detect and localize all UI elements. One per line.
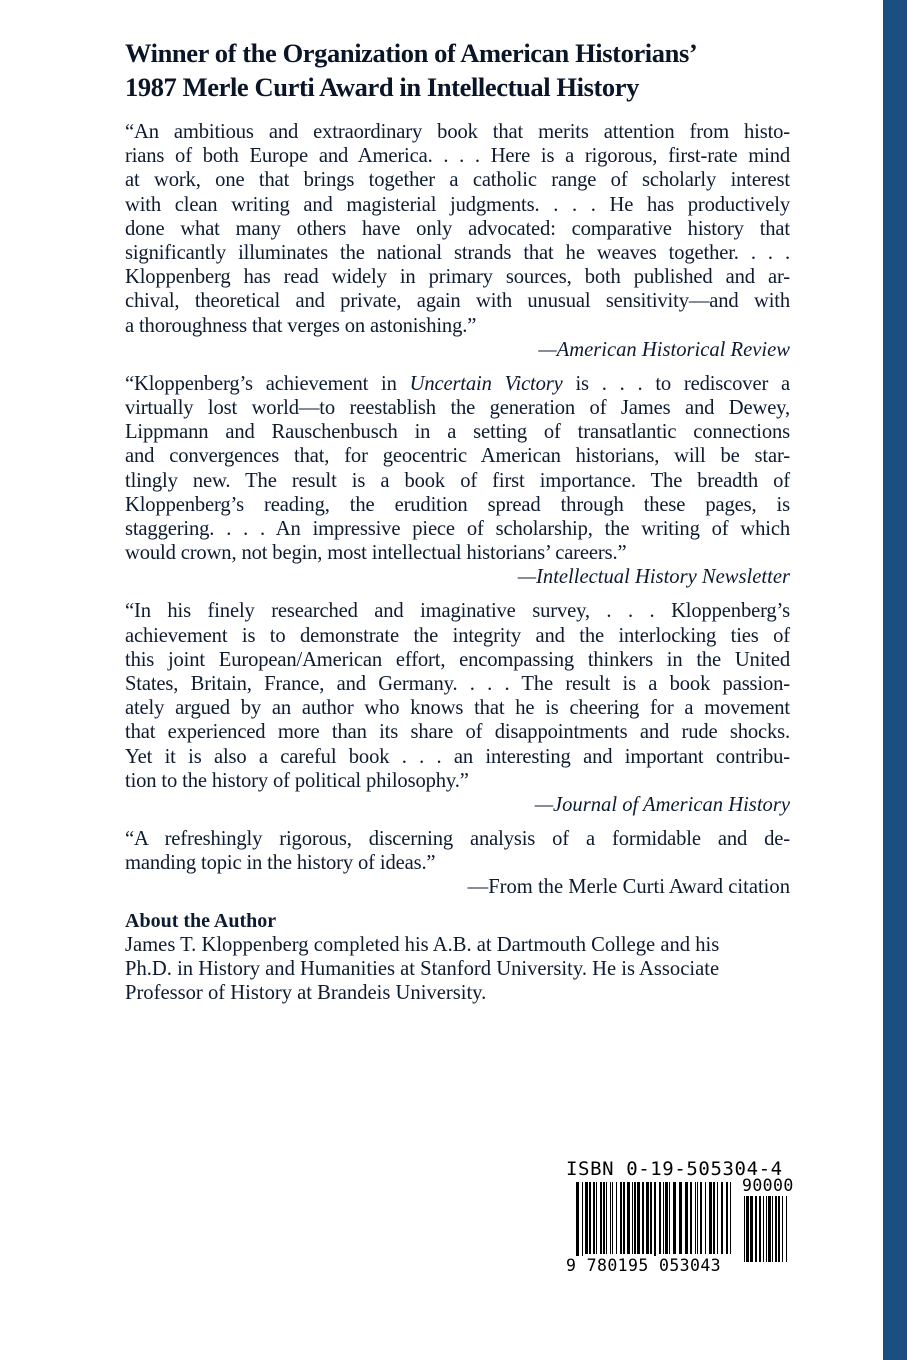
quote-line: “An ambitious and extraordinary book that merits attention from histo- (125, 121, 790, 143)
barcode-bar (759, 1196, 761, 1262)
barcode-bar (589, 1182, 591, 1254)
quote-line: Lippmann and Rauschenbusch in a setting of transatlantic connections (125, 421, 790, 444)
barcode-bar (650, 1182, 652, 1254)
quote-line: ately argued by an author who knows that he is cheering for a movement (125, 697, 790, 720)
barcode-bar (582, 1182, 583, 1262)
barcode-bar (763, 1196, 764, 1262)
barcode-bar (685, 1182, 688, 1254)
barcode-bar (700, 1182, 702, 1254)
barcode-bar (744, 1196, 745, 1262)
barcode-bar (603, 1182, 605, 1254)
barcode-bar (755, 1196, 757, 1262)
quote-line: “In his finely researched and imaginative survey, . . . Kloppenberg’s (125, 600, 790, 623)
quote-line: and convergences that, for geocentric American historians, will be star- (125, 445, 790, 468)
barcode-bar (786, 1196, 787, 1262)
award-heading (125, 36, 790, 104)
review-quote-ihn (125, 372, 790, 566)
quote-line: Yet it is also a careful book . . . an interesting and important contribu- (125, 745, 790, 768)
barcode-bar (627, 1182, 630, 1254)
quote-line: significantly illuminates the national strands that he weaves together. . . . (125, 242, 790, 265)
review-quote-ahr (125, 120, 790, 338)
quote-line: Kloppenberg’s reading, the erudition spread through these pages, is (125, 493, 790, 516)
ean-barcode-bars (576, 1182, 736, 1262)
quote-line: staggering. . . . An impressive piece of scholarship, the writing of which (125, 518, 790, 541)
quote-line: at work, one that brings together a catholic range of scholarly interest (125, 169, 790, 192)
barcode-bar (717, 1182, 718, 1254)
isbn-number: ISBN 0-19-505304-4 (566, 1158, 783, 1180)
barcode-bar (782, 1196, 783, 1262)
quote-text: “Kloppenberg’s achievement in (125, 372, 410, 395)
quote-line: this joint European/American effort, encompassing thinkers in the United (125, 648, 790, 671)
about-author-heading: About the Author (125, 910, 277, 933)
barcode-bar (746, 1196, 749, 1262)
quote-line: Kloppenberg has read widely in primary sources, both published and ar- (125, 266, 790, 289)
about-line: Professor of History at Brandeis University. (125, 982, 487, 1005)
review-quote-award-citation (125, 827, 790, 875)
isbn-barcode (566, 1158, 792, 1278)
barcode-bar (750, 1196, 753, 1262)
quote-line: that experienced more than its share of disappointments and rude shocks. (125, 721, 790, 744)
barcode-bar (713, 1182, 715, 1254)
barcode-bar (646, 1182, 649, 1254)
back-cover-content (125, 36, 790, 1005)
barcode-bar (606, 1182, 607, 1254)
book-title: Uncertain Victory (409, 372, 563, 395)
barcode-bar (659, 1182, 661, 1254)
quote-line: achievement is to demonstrate the integrity and the interlocking ties of (125, 624, 790, 647)
barcode-bar (663, 1182, 664, 1254)
barcode-bar (620, 1182, 622, 1254)
quote-line: chival, theoretical and private, again with unusual sensitivity—and with (125, 290, 790, 313)
barcode-bar (585, 1182, 588, 1254)
about-author-text (125, 933, 790, 1005)
barcode-bar (673, 1182, 676, 1254)
attribution-award-citation: —From the Merle Curti Award citation (467, 876, 790, 899)
quote-line: virtually lost world—to reestablish the generation of James and Dewey, (125, 397, 790, 420)
quote-line: manding topic in the history of ideas.” (125, 852, 436, 875)
barcode-bar (616, 1182, 617, 1254)
barcode-bar (766, 1196, 767, 1262)
barcode-bar (632, 1182, 633, 1254)
barcode-bar (576, 1182, 579, 1262)
review-quote-jah (125, 599, 790, 793)
quote-line: States, Britain, France, and Germany. . . . The result is a book passion- (125, 673, 790, 696)
barcode-bar (665, 1182, 668, 1254)
attribution-journal-of-american-history: —Journal of American History (534, 794, 790, 817)
quote-line-with-title (125, 372, 790, 396)
about-line: Ph.D. in History and Humanities at Stanford University. He is Associate (125, 958, 720, 981)
quote-text: is . . . to rediscover a (562, 372, 790, 395)
award-heading-line-2: 1987 Merle Curti Award in Intellectual History (125, 72, 639, 102)
barcode-bar (705, 1182, 706, 1254)
quote-line: would crown, not begin, most intellectual historians’ careers.” (125, 542, 627, 565)
barcode-bar (637, 1182, 640, 1254)
quote-line: done what many others have only advocated: comparative history that (125, 217, 790, 240)
barcode-bar (768, 1196, 771, 1262)
award-heading-line-1: Winner of the Organization of American Historians’ (125, 38, 698, 68)
quote-line: rians of both Europe and America. . . . Here is a rigorous, first-rate mind (125, 145, 790, 168)
quote-line: tlingly new. The result is a book of first importance. The breadth of (125, 469, 790, 492)
barcode-bar (600, 1182, 602, 1254)
quote-line: with clean writing and magisterial judgments. . . . He has productively (125, 193, 790, 216)
barcode-bar (596, 1182, 597, 1254)
barcode-bar (726, 1182, 728, 1254)
quote-line: tion to the history of political philosophy.” (125, 769, 469, 792)
barcode-bar (679, 1182, 682, 1254)
barcode-bar (634, 1182, 636, 1254)
barcode-bar (775, 1196, 777, 1262)
barcode-bar (772, 1196, 773, 1262)
barcode-bar (690, 1182, 692, 1254)
addon-barcode-bars (744, 1196, 790, 1270)
barcode-bar (654, 1182, 656, 1262)
barcode-bar (593, 1182, 595, 1254)
barcode-bar (697, 1182, 698, 1254)
attribution-intellectual-history-newsletter: —Intellectual History Newsletter (517, 566, 790, 589)
cover-spine-edge (883, 0, 907, 1360)
barcode-bar (642, 1182, 644, 1254)
barcode-bar (610, 1182, 611, 1254)
quote-line: “A refreshingly rigorous, discerning analysis of a formidable and de- (125, 828, 790, 851)
barcode-bar (721, 1182, 723, 1254)
attribution-american-historical-review: —American Historical Review (538, 338, 790, 361)
barcode-bar (669, 1182, 670, 1254)
barcode-bar (730, 1182, 731, 1254)
barcode-bar (695, 1182, 696, 1254)
price-addon-digits: 90000 (742, 1176, 794, 1195)
barcode-bar (778, 1196, 780, 1262)
barcode-bar (623, 1182, 625, 1254)
barcode-bar (612, 1182, 613, 1254)
ean-digits: 9 780195 053043 (566, 1256, 722, 1275)
about-line: James T. Kloppenberg completed his A.B. at Dartmouth College and his (125, 934, 720, 957)
quote-line: a thoroughness that verges on astonishing.” (125, 314, 477, 337)
barcode-bar (709, 1182, 712, 1254)
